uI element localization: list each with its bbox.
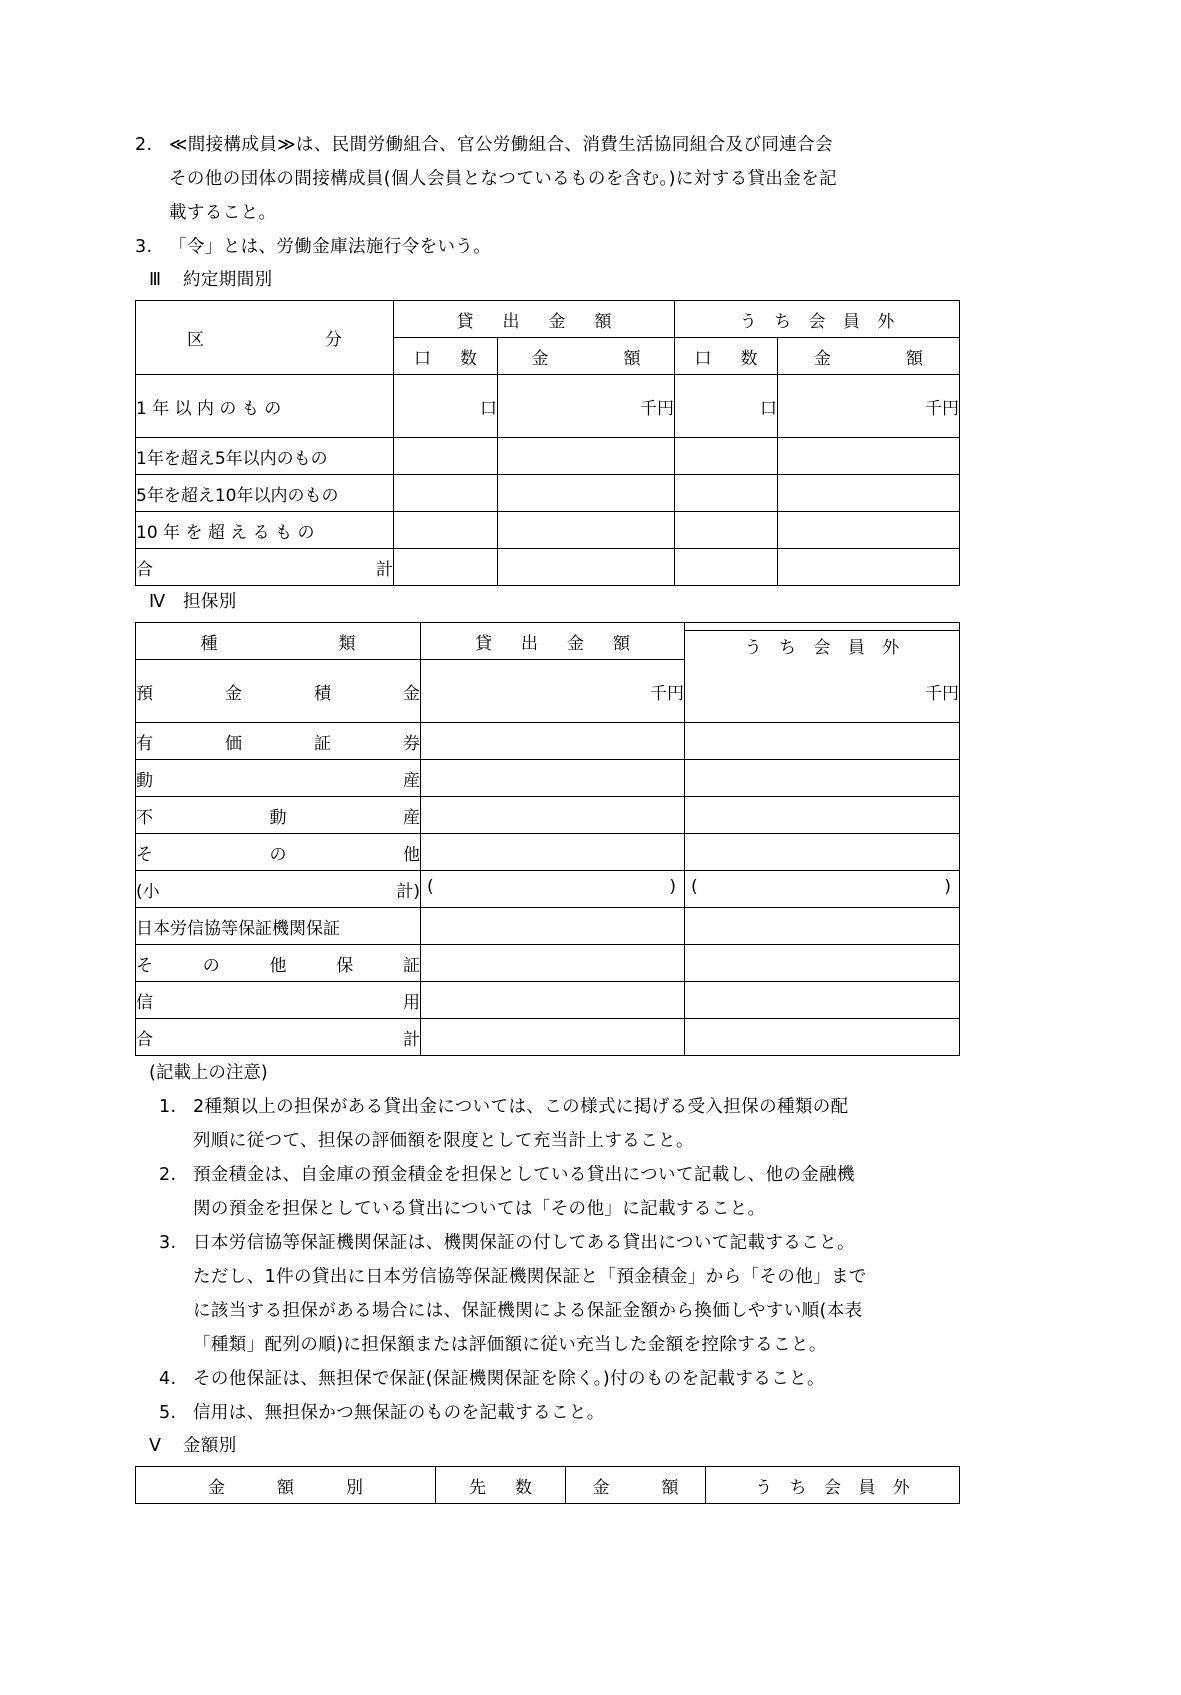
note-line: 「令」とは、労働金庫法施行令をいう。 — [169, 237, 492, 257]
table-row — [136, 908, 960, 945]
section-heading-5 — [135, 1430, 975, 1462]
label-part: 積 — [314, 683, 331, 704]
header-kashidashi-kingaku: 貸 出 金 額 — [394, 301, 675, 338]
note-body — [193, 1090, 975, 1158]
note-line: 関の預金を担保としている貸出については「その他」に記載すること。 — [193, 1199, 766, 1219]
table-header-row — [136, 623, 960, 660]
table-yakutei-kikan-betsu — [135, 300, 960, 586]
row-label-yokin-tsumikin — [136, 660, 421, 723]
cell-input[interactable] — [778, 549, 960, 586]
header-uchi-kaiingai: う ち 会 員 外 — [706, 1467, 960, 1504]
label-part: 金 — [403, 683, 420, 704]
cell-input[interactable] — [778, 512, 960, 549]
top-note-number: 3. — [135, 237, 153, 257]
row-label-total-left: 合 — [136, 559, 153, 580]
cell-input[interactable] — [394, 549, 498, 586]
note-item-4 — [135, 1362, 975, 1396]
label-part: 価 — [225, 733, 242, 754]
row-label-1-to-5-years: 1年を超え5年以内のもの — [136, 438, 394, 475]
cell-input[interactable] — [394, 512, 498, 549]
note-number: 2. — [159, 1165, 177, 1185]
note-item-1 — [135, 1090, 975, 1158]
header-shurui: 種 類 — [136, 623, 421, 660]
paren-close: ) — [669, 877, 676, 897]
label-part: の — [202, 955, 220, 976]
top-note-number: 2. — [135, 135, 153, 155]
cell-input[interactable] — [675, 512, 778, 549]
table-header-row — [136, 1467, 960, 1504]
top-notes — [135, 128, 975, 264]
cell-input[interactable] — [498, 512, 675, 549]
label-part: の — [269, 844, 287, 865]
row-label-total — [136, 549, 394, 586]
cell-input[interactable] — [498, 475, 675, 512]
label-part: 計) — [396, 881, 420, 902]
note-line: 載すること。 — [169, 203, 277, 223]
table-row — [136, 834, 960, 871]
cell-input[interactable] — [421, 1019, 685, 1056]
label-part: (小 — [136, 881, 160, 902]
note-line: ただし、1件の貸出に日本労信協等保証機関保証と「預金積金」から「その他」まで — [193, 1267, 867, 1287]
label-part: 動 — [136, 770, 153, 791]
label-part: 用 — [403, 992, 420, 1013]
table-row — [136, 1019, 960, 1056]
header-kuchisu: 口 数 — [394, 338, 498, 375]
label-part: 信 — [136, 992, 153, 1013]
section-title: 金額別 — [183, 1436, 237, 1456]
cell-input[interactable] — [421, 834, 685, 871]
row-label-shinyo — [136, 982, 421, 1019]
note-line: 日本労信協等保証機関保証は、機関保証の付してある貸出について記載すること。 — [193, 1233, 855, 1253]
row-label-over-10-years: 10 年 を 超 え る も の — [136, 512, 394, 549]
note-number: 1. — [159, 1097, 177, 1117]
top-note-body — [169, 230, 975, 264]
document-content — [135, 128, 975, 1504]
table-row — [136, 760, 960, 797]
table-row — [136, 549, 960, 586]
unit-senen-kaiingai[interactable]: 千円 — [778, 375, 960, 438]
table-row — [136, 375, 960, 438]
note-line: 2種類以上の担保がある貸出金については、この様式に掲げる受入担保の種類の配 — [193, 1097, 849, 1117]
row-label-yuka-shoken — [136, 723, 421, 760]
note-line: その他保証は、無担保で保証(保証機関保証を除く。)付のものを記載すること。 — [193, 1369, 825, 1389]
table-row — [136, 512, 960, 549]
table-row — [136, 660, 960, 723]
unit-senen[interactable]: 千円 — [421, 660, 685, 723]
label-part: 証 — [314, 733, 331, 754]
header-kingaku-kaiingai: 金 額 — [778, 338, 960, 375]
cell-input[interactable] — [394, 475, 498, 512]
note-body — [193, 1362, 975, 1396]
top-note-item — [135, 230, 975, 264]
label-part: 産 — [403, 807, 420, 828]
header-sensu: 先 数 — [436, 1467, 566, 1504]
row-label-fudosan — [136, 797, 421, 834]
notes-title: (記載上の注意) — [149, 1063, 268, 1083]
header-kuchisu-kaiingai: 口 数 — [675, 338, 778, 375]
notes-list — [135, 1090, 975, 1430]
note-item-5 — [135, 1396, 975, 1430]
note-number: 3. — [159, 1233, 177, 1253]
cell-input[interactable] — [421, 945, 685, 982]
section-heading-4 — [135, 586, 975, 618]
section-heading-3 — [135, 264, 975, 296]
cell-input[interactable] — [421, 760, 685, 797]
header-kubun: 区 分 — [136, 301, 394, 375]
row-label-total-right: 計 — [376, 559, 393, 580]
cell-input[interactable] — [685, 908, 960, 945]
cell-input[interactable] — [675, 549, 778, 586]
label-part: 有 — [136, 733, 153, 754]
note-item-2 — [135, 1158, 975, 1226]
section-numeral: Ⅴ — [149, 1436, 162, 1456]
label-part: 計 — [403, 1029, 420, 1050]
header-kingaku-betsu: 金 額 別 — [136, 1467, 436, 1504]
cell-input[interactable] — [675, 475, 778, 512]
header-uchi-kaiingai — [685, 623, 960, 660]
table-row — [136, 945, 960, 982]
note-item-3 — [135, 1226, 975, 1362]
row-label-sonota — [136, 834, 421, 871]
cell-input[interactable] — [498, 438, 675, 475]
cell-input[interactable] — [685, 982, 960, 1019]
header-kashidashi-kingaku: 貸 出 金 額 — [421, 623, 685, 660]
table-row — [136, 982, 960, 1019]
label-part: 他 — [403, 844, 420, 865]
row-label-total — [136, 1019, 421, 1056]
header-kingaku: 金 額 — [498, 338, 675, 375]
cell-input[interactable] — [778, 438, 960, 475]
note-line: その他の団体の間接構成員(個人会員となつているものを含む。)に対する貸出金を記 — [169, 169, 838, 189]
label-part: 産 — [403, 770, 420, 791]
table-row — [136, 797, 960, 834]
label-part: 不 — [136, 807, 153, 828]
table-row — [136, 475, 960, 512]
note-body — [193, 1226, 975, 1362]
cell-input[interactable] — [421, 797, 685, 834]
unit-kuchi[interactable]: 口 — [394, 375, 498, 438]
row-label-shokei — [136, 871, 421, 908]
cell-input[interactable] — [685, 723, 960, 760]
cell-input[interactable] — [498, 549, 675, 586]
label-part: 金 — [225, 683, 242, 704]
label-part: 預 — [136, 683, 153, 704]
label-part: 保 — [336, 955, 354, 976]
label-part: 券 — [403, 733, 420, 754]
paren-open: ( — [691, 877, 698, 897]
note-line: に該当する担保がある場合には、保証機関による保証金額から換価しやすい順(本表 — [193, 1301, 863, 1321]
label-part: 他 — [269, 955, 287, 976]
cell-input[interactable] — [675, 438, 778, 475]
top-note-item — [135, 128, 975, 230]
row-label-within-1-year: 1 年 以 内 の も の — [136, 375, 394, 438]
section-numeral: Ⅳ — [149, 592, 166, 612]
note-body — [193, 1396, 975, 1430]
table-tanpo-betsu — [135, 622, 960, 1056]
row-label-5-to-10-years: 5年を超え10年以内のもの — [136, 475, 394, 512]
header-kingaku: 金 額 — [566, 1467, 706, 1504]
note-line: 信用は、無担保かつ無保証のものを記載すること。 — [193, 1403, 605, 1423]
cell-input[interactable] — [394, 438, 498, 475]
section-title: 担保別 — [183, 592, 237, 612]
cell-input[interactable] — [685, 834, 960, 871]
top-note-body — [169, 128, 975, 230]
note-line: 預金積金は、自金庫の預金積金を担保としている貸出について記載し、他の金融機 — [193, 1165, 855, 1185]
cell-input[interactable] — [778, 475, 960, 512]
row-label-sonota-hosho — [136, 945, 421, 982]
note-body — [193, 1158, 975, 1226]
label-part: 合 — [136, 1029, 153, 1050]
cell-input-shokei[interactable] — [421, 871, 685, 908]
table-row — [136, 723, 960, 760]
table-kingaku-betsu — [135, 1466, 960, 1504]
header-uchi-kaiingai-label: う ち 会 員 外 — [684, 630, 960, 660]
cell-input[interactable] — [421, 908, 685, 945]
note-number: 5. — [159, 1403, 177, 1423]
label-part: 証 — [403, 955, 420, 976]
label-part: 動 — [269, 807, 287, 828]
row-label-roshinkyo-hosho: 日本労信協等保証機関保証 — [136, 908, 421, 945]
cell-input[interactable] — [685, 760, 960, 797]
table-header-row — [136, 301, 960, 338]
note-number: 4. — [159, 1369, 177, 1389]
label-part: そ — [136, 955, 153, 976]
note-line: ≪間接構成員≫は、民間労働組合、官公労働組合、消費生活協同組合及び同連合会 — [169, 135, 833, 155]
cell-input[interactable] — [685, 1019, 960, 1056]
header-uchi-kaiingai: う ち 会 員 外 — [675, 301, 960, 338]
section-numeral: Ⅲ — [149, 270, 162, 290]
table-row — [136, 438, 960, 475]
row-label-dosan — [136, 760, 421, 797]
note-line: 「種類」配列の順)に担保額または評価額に従い充当した金額を控除すること。 — [193, 1335, 827, 1355]
cell-input-shokei-kaiingai[interactable] — [685, 871, 960, 908]
cell-input[interactable] — [685, 797, 960, 834]
paren-open: ( — [427, 877, 434, 897]
unit-senen-kaiingai[interactable]: 千円 — [685, 660, 960, 723]
unit-senen[interactable]: 千円 — [498, 375, 675, 438]
cell-input[interactable] — [421, 723, 685, 760]
cell-input[interactable] — [685, 945, 960, 982]
unit-kuchi-kaiingai[interactable]: 口 — [675, 375, 778, 438]
note-line: 列順に従つて、担保の評価額を限度として充当計上すること。 — [193, 1131, 694, 1151]
paren-close: ) — [944, 877, 951, 897]
cell-input[interactable] — [421, 982, 685, 1019]
table-row — [136, 871, 960, 908]
section-title: 約定期間別 — [183, 270, 273, 290]
label-part: そ — [136, 844, 153, 865]
